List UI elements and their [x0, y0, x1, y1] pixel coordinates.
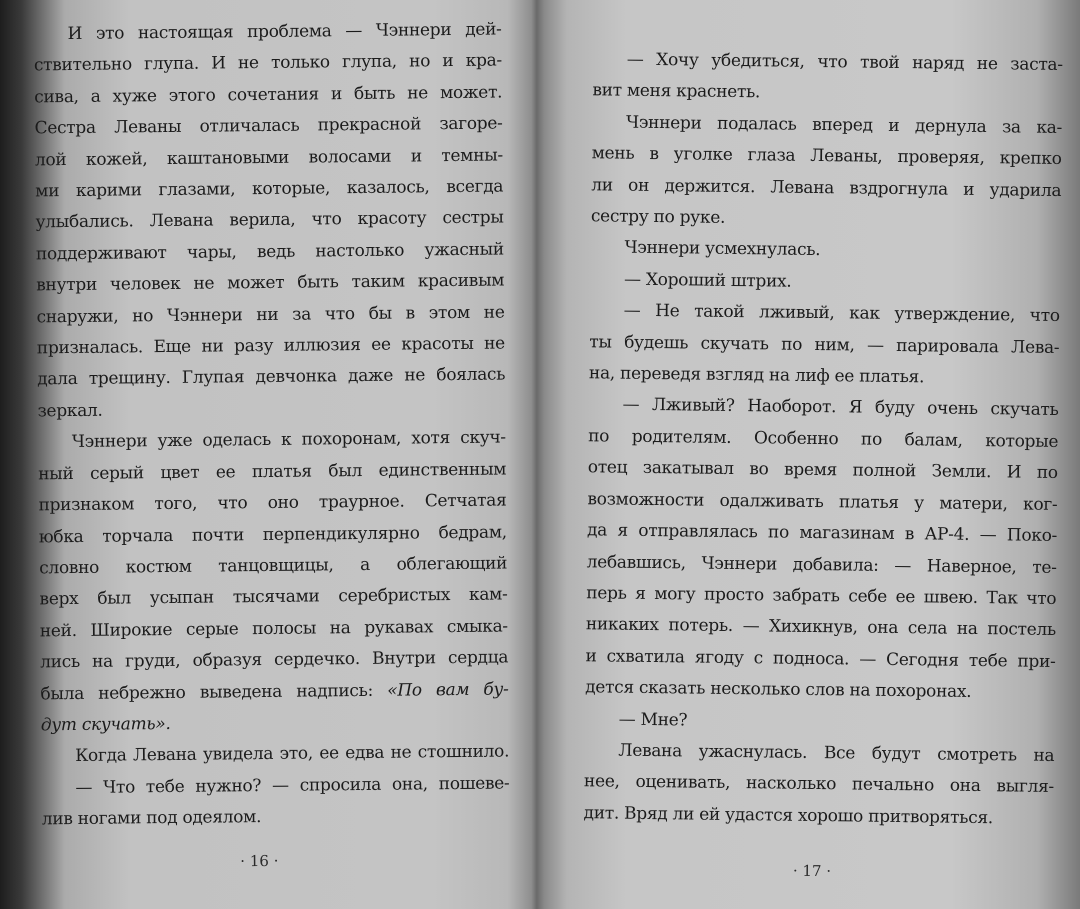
- text-line: да я отправлялась по магазинам в АР-4. — Поко-: [586, 520, 1058, 547]
- text-line: возможности одалживать платья у матери, ког-: [587, 488, 1058, 515]
- text-line: перь я могу просто забрать себе ее швею. Так что: [586, 583, 1057, 609]
- text-line: признаком того, что оно траурное. Сетчатая: [38, 490, 507, 516]
- text-line: на, переведя взгляд на лиф ее платья.: [588, 363, 925, 388]
- text-line: ли он держится. Левана вздрогнула и ударила: [591, 174, 1062, 201]
- text-line: улыбались. Левана верила, что красоту сестры: [35, 207, 504, 233]
- text-line: дала трещину. Глупая девчонка даже не боялась: [37, 364, 506, 390]
- text-line: призналась. Еще ни разу иллюзия ее красоты не: [36, 333, 505, 359]
- text-line: ный серый цвет ее платья был единственным: [38, 459, 507, 485]
- text-line: верх был усыпан тысячами серебристых кам-: [39, 584, 508, 610]
- text-line: дется сказать несколько слов на похоронах.: [585, 677, 972, 703]
- text-line: дит. Вряд ли ей удастся хорошо притворяться.: [583, 802, 994, 828]
- text-line: ты будешь скучать по ним, — парировала Лева-: [589, 331, 1060, 358]
- text-line: — Хочу убедиться, что твой наряд не заста-: [626, 49, 1063, 75]
- inscription-text: «По вам бу-: [387, 678, 509, 701]
- text-fragment: была небрежно выведена надпись:: [40, 680, 374, 704]
- text-line: Левана ужаснулась. Все будут смотреть на: [618, 740, 1055, 766]
- text-line: и схватила ягоду с подноса. — Сегодня тебе при-: [585, 645, 1056, 672]
- text-line: лой кожей, каштановыми волосами и темны-: [34, 145, 503, 171]
- text-line: вит меня краснеть.: [592, 80, 761, 103]
- text-line: лебавшись, Чэннери добавила: — Наверное, те-: [586, 551, 1057, 578]
- left-page: [0, 0, 533, 909]
- text-line: — Хороший штрих.: [624, 269, 792, 292]
- text-line: по родителям. Особенно по балам, которые: [588, 426, 1059, 452]
- text-line: мень в уголке глаза Леваны, проверяя, крепко: [591, 143, 1062, 170]
- text-line: снаружи, но Чэннери ни за что бы в этом не: [36, 302, 505, 328]
- text-line: нее, оценивать, насколько печально она выгля-: [583, 771, 1055, 798]
- text-line: зеркал.: [37, 400, 103, 422]
- text-line: сестру по руке.: [590, 206, 726, 228]
- right-page: [546, 0, 1080, 909]
- page-number: · 16 ·: [240, 851, 279, 871]
- text-line: ней. Широкие серые полосы на рукавах смыка-: [39, 616, 508, 642]
- text-line: отец закатывал во время полной Земли. И по: [587, 457, 1058, 484]
- text-line: И это настоящая проблема — Чэннери дей-: [67, 19, 502, 45]
- text-line: — Что тебе нужно? — спросила она, пошеве-: [75, 773, 510, 798]
- text-line: лись на груди, образуя сердечко. Внутри сердца: [40, 647, 509, 673]
- text-line: юбка торчала почти перпендикулярно бедрам,: [38, 521, 507, 547]
- text-line: поддерживают чары, ведь настолько ужасный: [35, 239, 504, 265]
- text-line-with-inscription: [40, 674, 508, 710]
- left-page-text: [33, 14, 510, 835]
- text-line: — Мне?: [618, 709, 688, 730]
- text-line: Сестра Леваны отличалась прекрасной загоре-: [34, 113, 503, 139]
- text-line: лив ногами под одеялом.: [41, 807, 262, 830]
- inscription-text: дут скучать».: [40, 713, 171, 736]
- text-line: Чэннери уже оделась к похоронам, хотя скуч-: [71, 427, 506, 453]
- text-line: ми карими глазами, которые, казалось, всегда: [35, 176, 504, 202]
- text-line: внутри человек не может быть таким красивым: [36, 270, 505, 296]
- text-line: никаких потерь. — Хихикнув, она села на постель: [585, 614, 1056, 641]
- text-line: ствительно глупа. И не только глупа, но и кра-: [33, 50, 502, 76]
- text-line: Когда Левана увидела это, ее едва не стошнило.: [75, 741, 510, 767]
- page-number: · 17 ·: [792, 861, 832, 881]
- text-line: Чэннери подалась вперед и дернула за ка-: [625, 112, 1063, 138]
- text-line: Чэннери усмехнулась.: [624, 238, 821, 261]
- text-line: сива, а хуже этого сочетания и быть не может.: [34, 82, 503, 108]
- text-line: — Лживый? Наоборот. Я буду очень скучать: [622, 395, 1059, 421]
- text-line: словно костюм танцовщицы, а облегающий: [39, 553, 508, 579]
- text-line: — Не такой лживый, как утверждение, что: [623, 300, 1060, 327]
- right-page-text: [583, 44, 1063, 835]
